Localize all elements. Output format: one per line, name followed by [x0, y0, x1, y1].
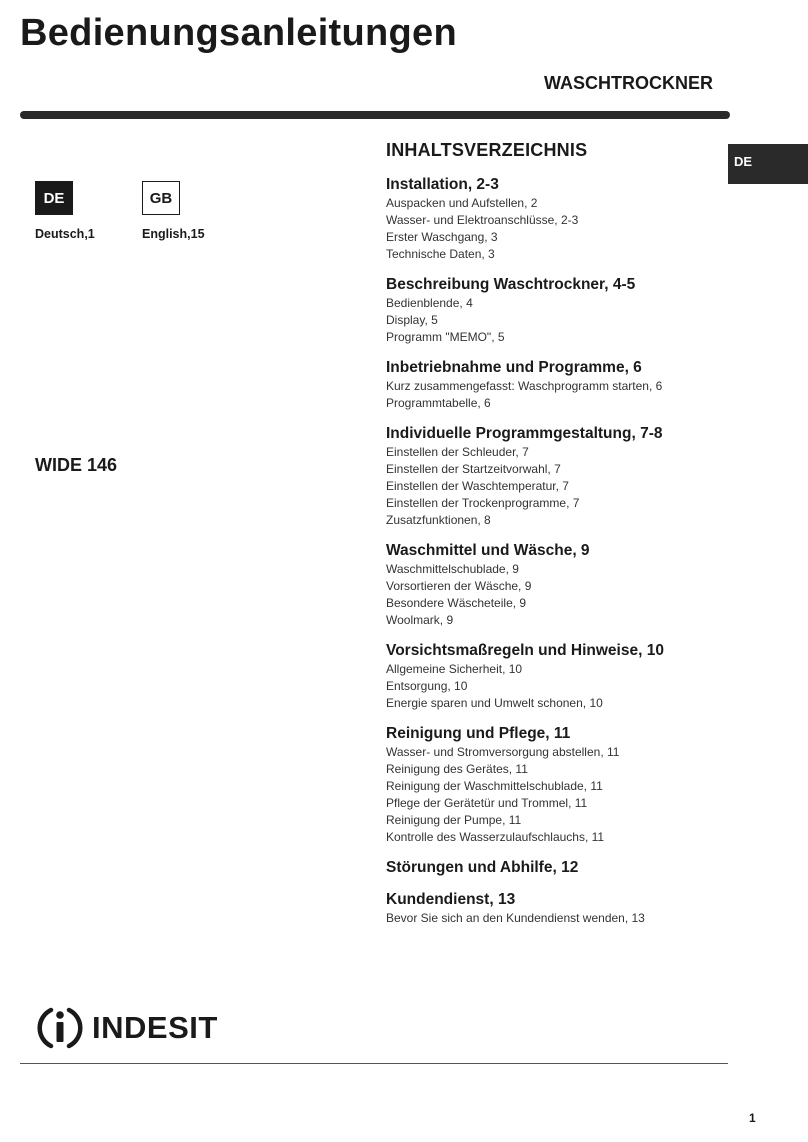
toc-entry[interactable]: Reinigung der Pumpe, 11	[386, 813, 522, 827]
toc-entry[interactable]: Display, 5	[386, 313, 438, 327]
toc-entry[interactable]: Entsorgung, 10	[386, 679, 468, 693]
language-label-de: Deutsch,1	[35, 227, 95, 241]
toc-entry[interactable]: Reinigung der Waschmittelschublade, 11	[386, 779, 603, 793]
indesit-logo	[34, 1002, 218, 1054]
toc-section-title[interactable]: Waschmittel und Wäsche, 9	[386, 542, 590, 559]
toc-entry[interactable]: Kontrolle des Wasserzulaufschlauchs, 11	[386, 830, 605, 844]
toc-section	[386, 424, 726, 529]
indesit-logo-icon	[34, 1002, 86, 1054]
toc-entry[interactable]: Allgemeine Sicherheit, 10	[386, 662, 523, 676]
toc-entry[interactable]: Wasser- und Elektroanschlüsse, 2-3	[386, 213, 579, 227]
toc-sections	[386, 175, 726, 927]
toc-section-title[interactable]: Vorsichtsmaßregeln und Hinweise, 10	[386, 642, 664, 659]
model-name: WIDE 146	[35, 455, 118, 475]
toc-section	[386, 641, 726, 712]
toc-entry[interactable]: Auspacken und Aufstellen, 2	[386, 196, 538, 210]
language-option-gb[interactable]	[142, 181, 205, 241]
indesit-logo-text: INDESIT	[92, 1010, 218, 1045]
toc-section	[386, 175, 726, 263]
toc-heading: INHALTSVERZEICHNIS	[386, 140, 588, 160]
toc-section	[386, 890, 726, 927]
toc-entry[interactable]: Reinigung des Gerätes, 11	[386, 762, 528, 776]
toc-entry[interactable]: Bevor Sie sich an den Kundendienst wenden, 13	[386, 911, 645, 925]
toc-section-title[interactable]: Installation, 2-3	[386, 176, 499, 193]
toc-entry[interactable]: Erster Waschgang, 3	[386, 230, 498, 244]
language-code-gb: GB	[142, 181, 180, 215]
toc-section	[386, 541, 726, 629]
toc-entry[interactable]: Energie sparen und Umwelt schonen, 10	[386, 696, 603, 710]
toc-entry[interactable]: Vorsortieren der Wäsche, 9	[386, 579, 532, 593]
toc-section	[386, 858, 726, 878]
language-code-de: DE	[35, 181, 73, 215]
language-option-de[interactable]	[35, 181, 95, 241]
toc-section-title[interactable]: Beschreibung Waschtrockner, 4-5	[386, 276, 636, 293]
page-number: 1	[749, 1111, 756, 1125]
table-of-contents	[386, 140, 726, 939]
toc-entry[interactable]: Kurz zusammengefasst: Waschprogramm starten, 6	[386, 379, 663, 393]
toc-section	[386, 275, 726, 346]
toc-entry[interactable]: Woolmark, 9	[386, 613, 454, 627]
toc-entry[interactable]: Einstellen der Trockenprogramme, 7	[386, 496, 580, 510]
toc-entry[interactable]: Programm "MEMO", 5	[386, 330, 505, 344]
toc-section-title[interactable]: Reinigung und Pflege, 11	[386, 725, 571, 742]
toc-entry[interactable]: Bedienblende, 4	[386, 296, 473, 310]
toc-entry[interactable]: Einstellen der Startzeitvorwahl, 7	[386, 462, 561, 476]
toc-entry[interactable]: Technische Daten, 3	[386, 247, 495, 261]
toc-section-title[interactable]: Störungen und Abhilfe, 12	[386, 859, 579, 876]
toc-section	[386, 358, 726, 412]
product-type: WASCHTROCKNER	[544, 73, 713, 93]
toc-entry[interactable]: Programmtabelle, 6	[386, 396, 491, 410]
toc-section-title[interactable]: Inbetriebnahme und Programme, 6	[386, 359, 642, 376]
document-title: Bedienungsanleitungen	[20, 12, 457, 54]
toc-entry[interactable]: Wasser- und Stromversorgung abstellen, 11	[386, 745, 620, 759]
language-label-gb: English,15	[142, 227, 205, 241]
toc-entry[interactable]: Zusatzfunktionen, 8	[386, 513, 491, 527]
toc-section	[386, 724, 726, 846]
toc-entry[interactable]: Pflege der Gerätetür und Trommel, 11	[386, 796, 588, 810]
toc-entry[interactable]: Einstellen der Waschtemperatur, 7	[386, 479, 569, 493]
footer-divider	[20, 1063, 728, 1064]
toc-entry[interactable]: Waschmittelschublade, 9	[386, 562, 519, 576]
toc-section-title[interactable]: Kundendienst, 13	[386, 891, 516, 908]
language-side-tab[interactable]: DE	[728, 144, 808, 184]
toc-section-title[interactable]: Individuelle Programmgestaltung, 7-8	[386, 425, 663, 442]
toc-entry[interactable]: Einstellen der Schleuder, 7	[386, 445, 529, 459]
header-divider	[20, 111, 730, 119]
toc-entry[interactable]: Besondere Wäscheteile, 9	[386, 596, 527, 610]
